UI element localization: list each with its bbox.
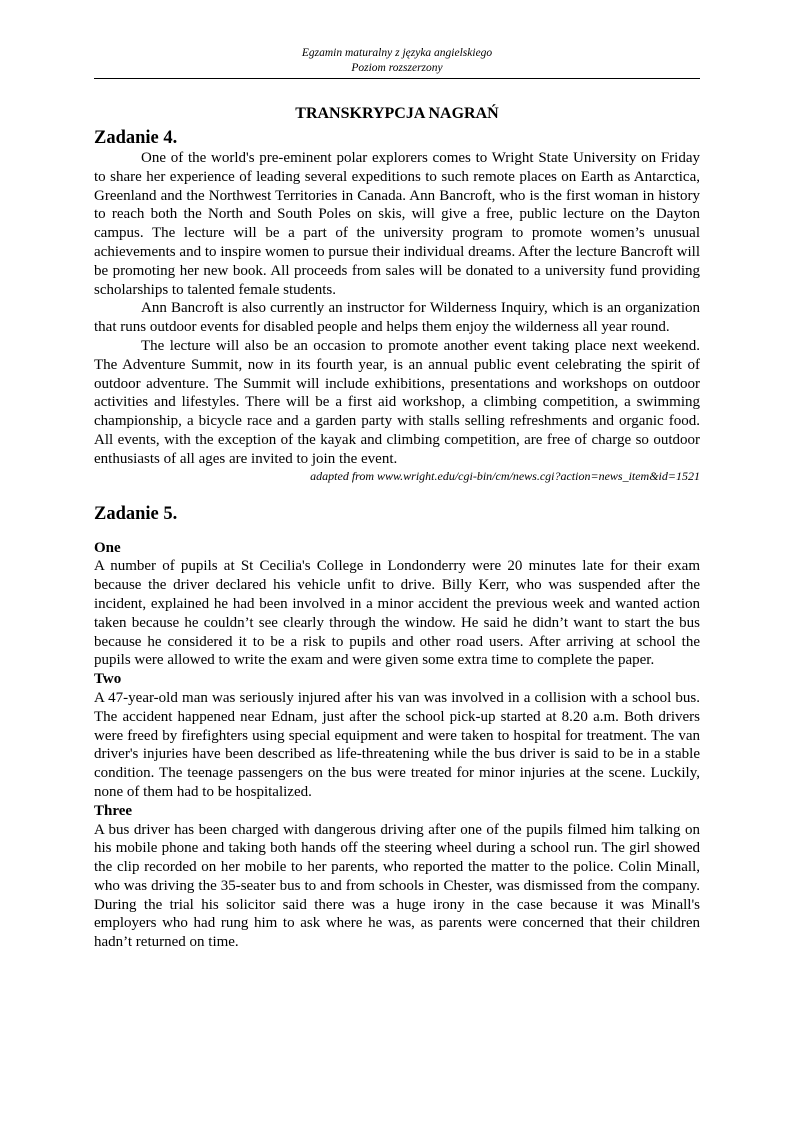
exam-page — [94, 46, 700, 952]
task-5-section-one-label: One — [94, 539, 121, 556]
header-divider — [94, 78, 700, 79]
task-5-section-two-text: A 47-year-old man was seriously injured after his van was involved in a collision with a school bus. The accident happened near Ednam, just after the school pick-up started at 8.20 a.m. Both drivers were freed by firefighters using special equipment and were taken to hospital for treatment. The van driver's injuries have been described as life-threatening while the bus driver is said to be in a stable condition. The teenage passengers on the bus were treated for minor injuries at the scene. Luckily, none of them had to be hospitalized. — [94, 689, 700, 800]
task-4-section — [94, 127, 700, 484]
running-header — [94, 46, 700, 76]
header-level: Poziom rozszerzony — [351, 62, 443, 74]
task-4-paragraph-1: One of the world's pre-eminent polar explorers comes to Wright State University on Friday to share her experience of leading several expeditions to such remote places on Earth as Antarctica, Greenland and the Northwest Territories in Canada. Ann Bancroft, who is the first woman in history to reach both the North and South Poles on skis, will give a free, public lecture on the Dayton campus. The lecture will be a part of the university program to promote women’s unusual achievements and to inspire women to pursue their individual dreams. After the lecture Bancroft will be promoting her new book. All proceeds from sales will be donated to a university fund providing scholarships to talented female students. — [94, 150, 700, 298]
task-5-section-three-label: Three — [94, 802, 133, 819]
task-5-section — [94, 503, 700, 953]
task-5-heading: Zadanie 5. — [94, 503, 178, 524]
task-5-section-one-text: A number of pupils at St Cecilia's College in Londonderry were 20 minutes late for their exam because the driver declared his vehicle unfit to drive. Billy Kerr, who was suspended after the incident, explained he had been involved in a minor accident the previous week and wanted action taken because he couldn’t see clearly through the window. He said he didn’t want to start the bus because he considered it to be a risk to pupils and other road users. After arriving at school the pupils were allowed to write the exam and were given some extra time to complete the paper. — [94, 558, 700, 669]
header-exam-name: Egzamin maturalny z języka angielskiego — [301, 47, 493, 59]
task-5-section-two-label: Two — [94, 671, 122, 688]
task-4-heading: Zadanie 4. — [94, 128, 178, 148]
task-4-paragraph-3: The lecture will also be an occasion to promote another event taking place next weekend. The Adventure Summit, now in its fourth year, is an annual public event celebrating the spirit of outdoor adventure. The Summit will include exhibitions, presentations and workshops on outdoor activities and lifestyles. There will be a first aid workshop, a climbing competition, a swimming championship, a bicycle race and a garden party with stalls selling refreshments and organic food. All events, with the exception of the kayak and climbing competition, are free of charge so outdoor enthusiasts of all ages are invited to join the event. — [94, 337, 700, 467]
document-title: TRANSKRYPCJA NAGRAŃ — [295, 105, 499, 122]
task-4-source-citation: adapted from www.wright.edu/cgi-bin/cm/news.cgi?action=news_item&id=1521 — [310, 468, 700, 483]
task-5-section-three-text: A bus driver has been charged with dangerous driving after one of the pupils filmed him talking on his mobile phone and taking both hands off the steering wheel during a school run. The girl showed the clip recorded on her mobile to her parents, who reported the matter to the police. Colin Minall, who was driving the 35-seater bus to and from schools in Chester, was dismissed from the company. During the trial his solicitor said there was a huge irony in the case because it was Minall's employers who had rung him to ask where he was, as parents were concerned that their children hadn’t returned on time. — [94, 821, 700, 951]
task-4-paragraph-2: Ann Bancroft is also currently an instructor for Wilderness Inquiry, which is an organization that runs outdoor events for disabled people and helps them enjoy the wilderness all year round. — [94, 300, 700, 336]
